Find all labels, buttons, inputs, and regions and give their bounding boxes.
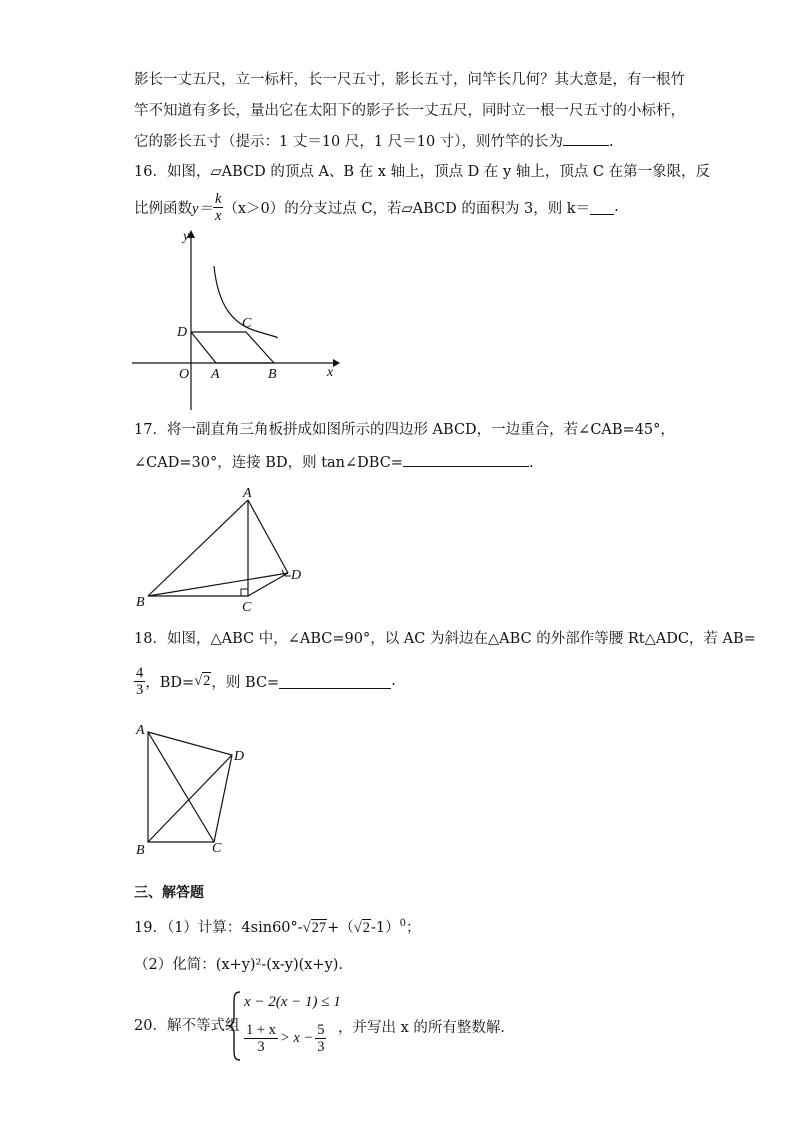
- q17-line-1: [134, 420, 675, 440]
- q18-line-2: [134, 660, 396, 702]
- q20-text-b: ，并写出 x 的所有整数解．: [338, 1020, 515, 1036]
- q18-line-1-text: 如图，△ABC 中，∠ABC=90°，以 AC 为斜边在△ABC 的外部作等腰 Rt△ADC，若 AB=: [166, 631, 756, 647]
- q19-sqrt-2: √2: [353, 919, 371, 936]
- label-D: D: [291, 568, 302, 583]
- q19-part-1-a: （1）计算：4sin60°-: [166, 919, 303, 936]
- answer-blank-q17[interactable]: [403, 452, 529, 467]
- q20-prefix: [134, 1016, 239, 1036]
- q15-line-2: 竿不知道有多长，量出它在太阳下的影子长一丈五尺，同时立一根一尺五寸的小标杆，: [134, 103, 685, 119]
- q17-line-2-end: .: [528, 455, 534, 471]
- x-axis-arrow: [333, 359, 340, 367]
- q15-line-3-text: 它的影长五寸（提示：1 丈＝10 尺，1 尺＝10 寸），则竹竿的长为: [134, 134, 564, 150]
- q15-line-1: 影长一丈五尺，立一标杆，长一尺五寸，影长五寸，问竿长几何？其大意是，有一根竹: [134, 72, 685, 88]
- q18-figure: [130, 720, 255, 860]
- quadrilateral-abcd: [148, 732, 232, 842]
- q16-frac-den: x: [214, 207, 222, 224]
- label-A: A: [243, 486, 252, 501]
- q18-line-2-end: .: [391, 673, 396, 689]
- q20-frac-1-num: 1 + x: [246, 1021, 276, 1038]
- q16-number: 16．: [134, 164, 167, 180]
- label-D: D: [177, 325, 188, 340]
- q20-inequality-2: [244, 1016, 326, 1060]
- label-A: A: [136, 723, 145, 738]
- parallelogram-abcd: [191, 332, 274, 363]
- segment-ac: [148, 732, 214, 842]
- q18-number: 18．: [134, 631, 167, 647]
- answer-blank-q16[interactable]: [590, 200, 614, 215]
- q16-y-equals: y＝: [192, 200, 213, 217]
- label-A: A: [211, 367, 220, 382]
- q19-sqrt-2-value: 2: [362, 919, 371, 936]
- q16-line-1-text: 如图，▱ABCD 的顶点 A、B 在 x 轴上，顶点 D 在 y 轴上，顶点 C 在第一象限，反: [166, 164, 711, 180]
- q18-frac-den: 3: [136, 681, 144, 698]
- label-B: B: [268, 367, 277, 382]
- q20-frac-1: [244, 1022, 278, 1055]
- q20-inequality-1: x − 2(x − 1) ≤ 1: [244, 994, 341, 1010]
- q18-fraction: [134, 665, 145, 698]
- q19-number: 19．: [134, 919, 167, 936]
- q17-line-1-text: 将一副直角三角板拼成如图所示的四边形 ABCD，一边重合，若∠CAB=45°，: [166, 422, 675, 438]
- q18-line-2-a: ，BD=: [145, 674, 195, 691]
- q20-ineq2-mid: > x −: [279, 1029, 314, 1046]
- q18-frac-num: 4: [136, 664, 144, 681]
- q17-number: 17．: [134, 422, 167, 438]
- q19-part-1: [134, 914, 421, 938]
- segment-ad: [248, 500, 288, 573]
- q15-line-3-end: .: [609, 134, 614, 150]
- q18-line-2-b: ，则 BC=: [211, 674, 280, 691]
- q20-text-a: 解不等式组: [166, 1018, 240, 1034]
- q19-exponent: 0: [399, 918, 407, 929]
- q19-part-2: （2）化简：(x+y)²-(x-y)(x+y).: [134, 957, 344, 973]
- q17-figure: [130, 484, 310, 616]
- label-B: B: [136, 843, 145, 858]
- q19-part-1-c: -1）: [371, 919, 400, 936]
- label-B: B: [136, 595, 145, 610]
- q16-line-2-b: （x＞0）的分支过点 C，若▱ABCD 的面积为 3，则 k＝: [223, 200, 591, 217]
- q15-line-3: [134, 131, 614, 152]
- label-D: D: [234, 749, 245, 764]
- brace-icon: [228, 990, 242, 1062]
- q20-frac-2-den: 3: [317, 1038, 325, 1055]
- answer-blank-q18[interactable]: [279, 674, 391, 689]
- q16-figure: [128, 226, 343, 412]
- label-x: x: [327, 365, 334, 380]
- q18-sqrt: √2: [194, 672, 211, 689]
- q16-line-2-a: 比例函数: [134, 200, 192, 217]
- q16-line-2: [134, 186, 619, 228]
- q18-sqrt-value: 2: [203, 672, 211, 689]
- q17-line-2-text: ∠CAD=30°，连接 BD，则 tan∠DBC=: [134, 455, 403, 471]
- q19-part-1-d: ；: [406, 919, 421, 936]
- q17-line-2: [134, 452, 534, 473]
- label-y: y: [183, 229, 190, 244]
- label-O: O: [179, 367, 190, 382]
- section-title: 三、解答题: [134, 885, 204, 901]
- q20-frac-1-den: 3: [257, 1038, 265, 1055]
- q20-frac-2: [315, 1022, 326, 1055]
- q19-sqrt-27: √27: [302, 919, 327, 936]
- q16-line-2-end: .: [614, 199, 619, 215]
- q19-sqrt-27-value: 27: [311, 919, 327, 936]
- segment-bd: [148, 755, 232, 842]
- label-C: C: [212, 841, 222, 856]
- label-C: C: [242, 316, 252, 331]
- q16-line-1: [134, 162, 710, 182]
- q16-frac-num: k: [214, 190, 222, 207]
- q20-frac-2-num: 5: [317, 1021, 325, 1038]
- right-angle-c: [241, 589, 248, 596]
- q16-fraction: [213, 191, 223, 224]
- answer-blank-q15[interactable]: [563, 131, 609, 146]
- label-C: C: [242, 600, 252, 615]
- q20-number: 20．: [134, 1018, 167, 1034]
- q18-line-1: [134, 629, 756, 649]
- q19-part-1-b: +（: [327, 919, 354, 936]
